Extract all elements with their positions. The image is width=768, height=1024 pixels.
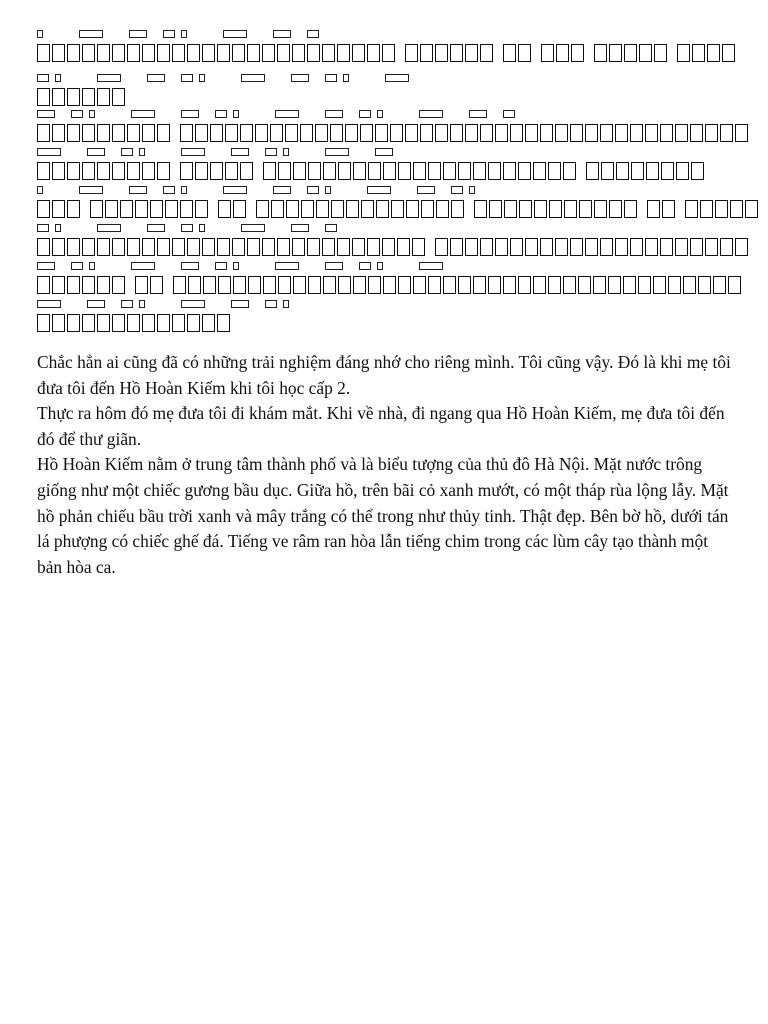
glyph-boxes: [37, 88, 125, 106]
glyph-boxes: [37, 200, 758, 218]
glyph-boxes: [37, 124, 748, 142]
glyph-boxes: [37, 314, 230, 332]
ruby-annotation-boxes: [37, 30, 319, 40]
glyph-row: [37, 224, 731, 262]
glyph-row: [37, 148, 731, 186]
ruby-annotation-boxes: [37, 74, 409, 84]
ruby-annotation-boxes: [37, 224, 337, 234]
paragraph-2: Thực ra hôm đó mẹ đưa tôi đi khám mắt. Khi về nhà, đi ngang qua Hồ Hoàn Kiếm, mẹ đưa tôi đến đó để thư giãn.: [37, 403, 725, 449]
glyph-row: [37, 186, 731, 224]
glyph-boxes: [37, 276, 741, 294]
glyph-boxes: [37, 238, 748, 256]
paragraph-3: Hồ Hoàn Kiếm nằm ở trung tâm thành phố và là biểu tượng của thủ đô Hà Nội. Mặt nước trông giống như một chiếc gương bầu dục. Giữa hồ, trên bãi cỏ xanh mướt, có một tháp rùa lộng lẫy. Mặt hồ phản chiếu bầu trời xanh và mây trắng có thể trong như thủy tinh. Thật đẹp. Bên bờ hồ, dưới tán lá phượng có chiếc ghế đá. Tiếng ve râm ran hòa lẫn tiếng chim trong các lùm cây tạo thành một bản hòa ca.: [37, 454, 729, 577]
glyph-row: [37, 74, 731, 112]
glyph-boxes: [37, 44, 735, 62]
glyph-row: [37, 30, 731, 68]
ruby-annotation-boxes: [37, 300, 289, 310]
glyph-row: [37, 110, 731, 148]
glyph-row: [37, 262, 731, 300]
ruby-annotation-boxes: [37, 186, 475, 196]
ruby-annotation-boxes: [37, 262, 443, 272]
paragraph-1: Chắc hẳn ai cũng đã có những trải nghiệm đáng nhớ cho riêng mình. Tôi cũng vậy. Đó là khi mẹ tôi đưa tôi đến Hồ Hoàn Kiếm khi tôi học cấp 2.: [37, 352, 731, 398]
glyph-boxes: [37, 162, 704, 180]
glyph-row: [37, 300, 731, 338]
vietnamese-passage: [37, 350, 731, 580]
ruby-annotation-boxes: [37, 110, 515, 120]
ruby-annotation-boxes: [37, 148, 393, 158]
